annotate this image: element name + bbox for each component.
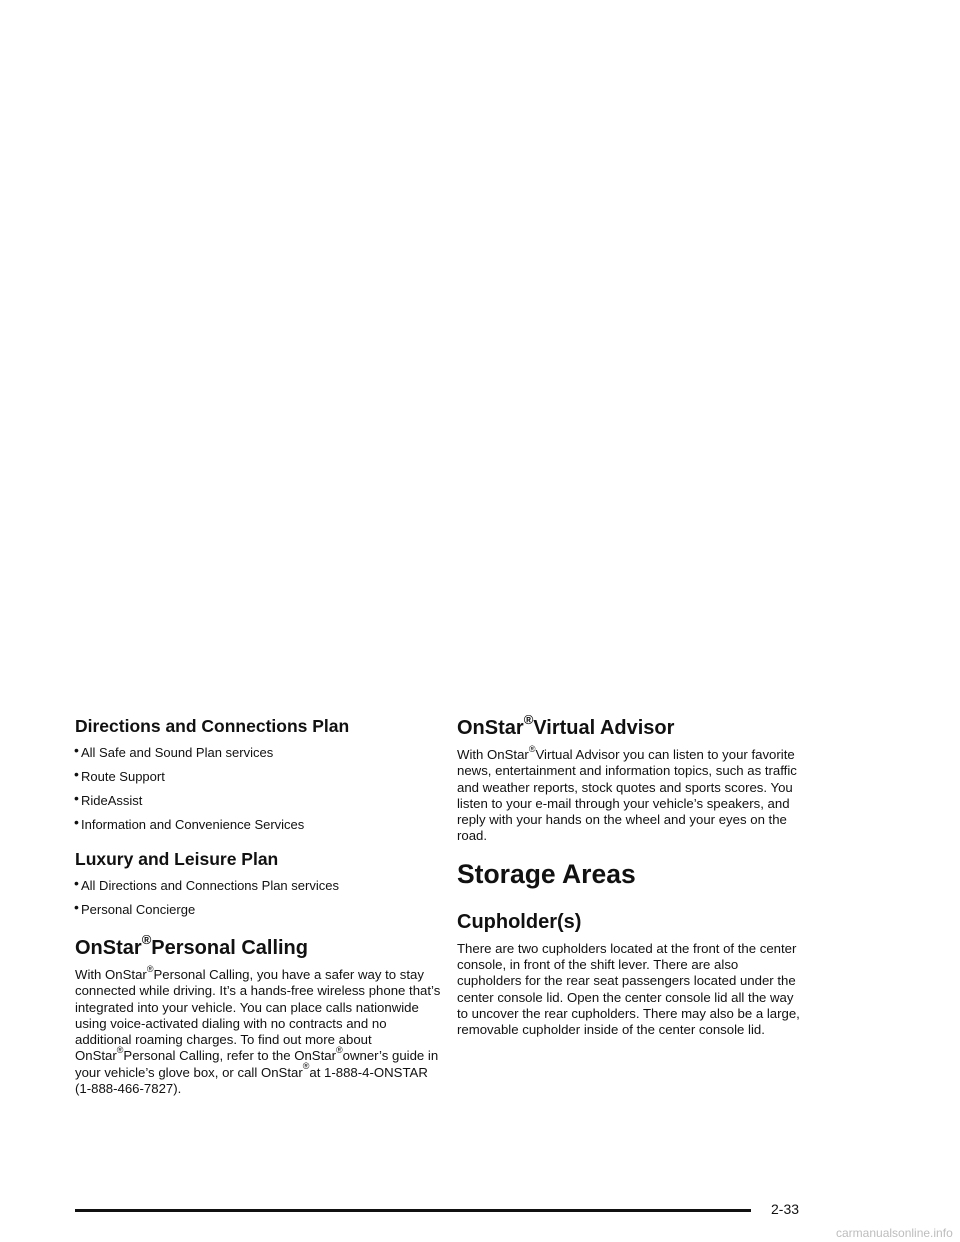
list-item: • Route Support bbox=[74, 766, 165, 784]
left-column bbox=[75, 716, 445, 1097]
personal-calling-text: With OnStar®Personal Calling, you have a safer way to stay connected while driving. It’s a hands-free wireless phone that’s integrated into your vehicle. You can place calls nationwide using voice-activated dialing with no contracts and no additional roaming charges. To find out more about OnStar®Personal Calling, refer to the OnStar®owner’s guide in your vehicle’s glove box, or call OnStar®at 1-888-4-ONSTAR (1-888-466-7827). bbox=[75, 963, 441, 1097]
bullet-icon: • bbox=[74, 790, 79, 806]
bullet-icon: • bbox=[74, 814, 79, 830]
virtual-advisor-heading: OnStar®Virtual Advisor bbox=[457, 712, 675, 739]
directions-plan-heading: Directions and Connections Plan bbox=[75, 716, 350, 736]
list-item: • Information and Convenience Services bbox=[74, 814, 305, 832]
directions-plan-list bbox=[74, 742, 445, 833]
personal-calling-heading: OnStar®Personal Calling bbox=[75, 932, 308, 959]
list-item: • All Safe and Sound Plan services bbox=[74, 742, 274, 760]
luxury-plan-heading: Luxury and Leisure Plan bbox=[75, 849, 279, 869]
cupholders-text: There are two cupholders located at the front of the center console, in front of the shift lever. There are also cupholders for the rear seat passengers located under the center console lid. Open the center console lid all the way to uncover the rear cupholders. There may also be a large, removable cupholder inside of the center console lid. bbox=[457, 940, 800, 1038]
bullet-icon: • bbox=[74, 766, 79, 782]
luxury-plan-list bbox=[74, 875, 445, 918]
list-item: • RideAssist bbox=[74, 790, 143, 808]
storage-areas-heading: Storage Areas bbox=[457, 858, 636, 889]
virtual-advisor-text: With OnStar®Virtual Advisor you can listen to your favorite news, entertainment and information topics, such as traffic and weather reports, stock quotes and sports scores. You listen to your e-mail through your vehicle’s speakers, and reply with your hands on the wheel and your eyes on the road. bbox=[457, 743, 797, 844]
page-number: 2-33 bbox=[771, 1201, 800, 1217]
watermark: carmanualsonline.info bbox=[836, 1226, 953, 1240]
bullet-icon: • bbox=[74, 875, 79, 891]
right-column bbox=[457, 712, 802, 1039]
footer-rule bbox=[75, 1209, 751, 1212]
bullet-icon: • bbox=[74, 899, 79, 915]
list-item: • Personal Concierge bbox=[74, 899, 196, 917]
bullet-icon: • bbox=[74, 742, 79, 758]
cupholders-heading: Cupholder(s) bbox=[457, 910, 582, 933]
list-item: • All Directions and Connections Plan services bbox=[74, 875, 339, 893]
